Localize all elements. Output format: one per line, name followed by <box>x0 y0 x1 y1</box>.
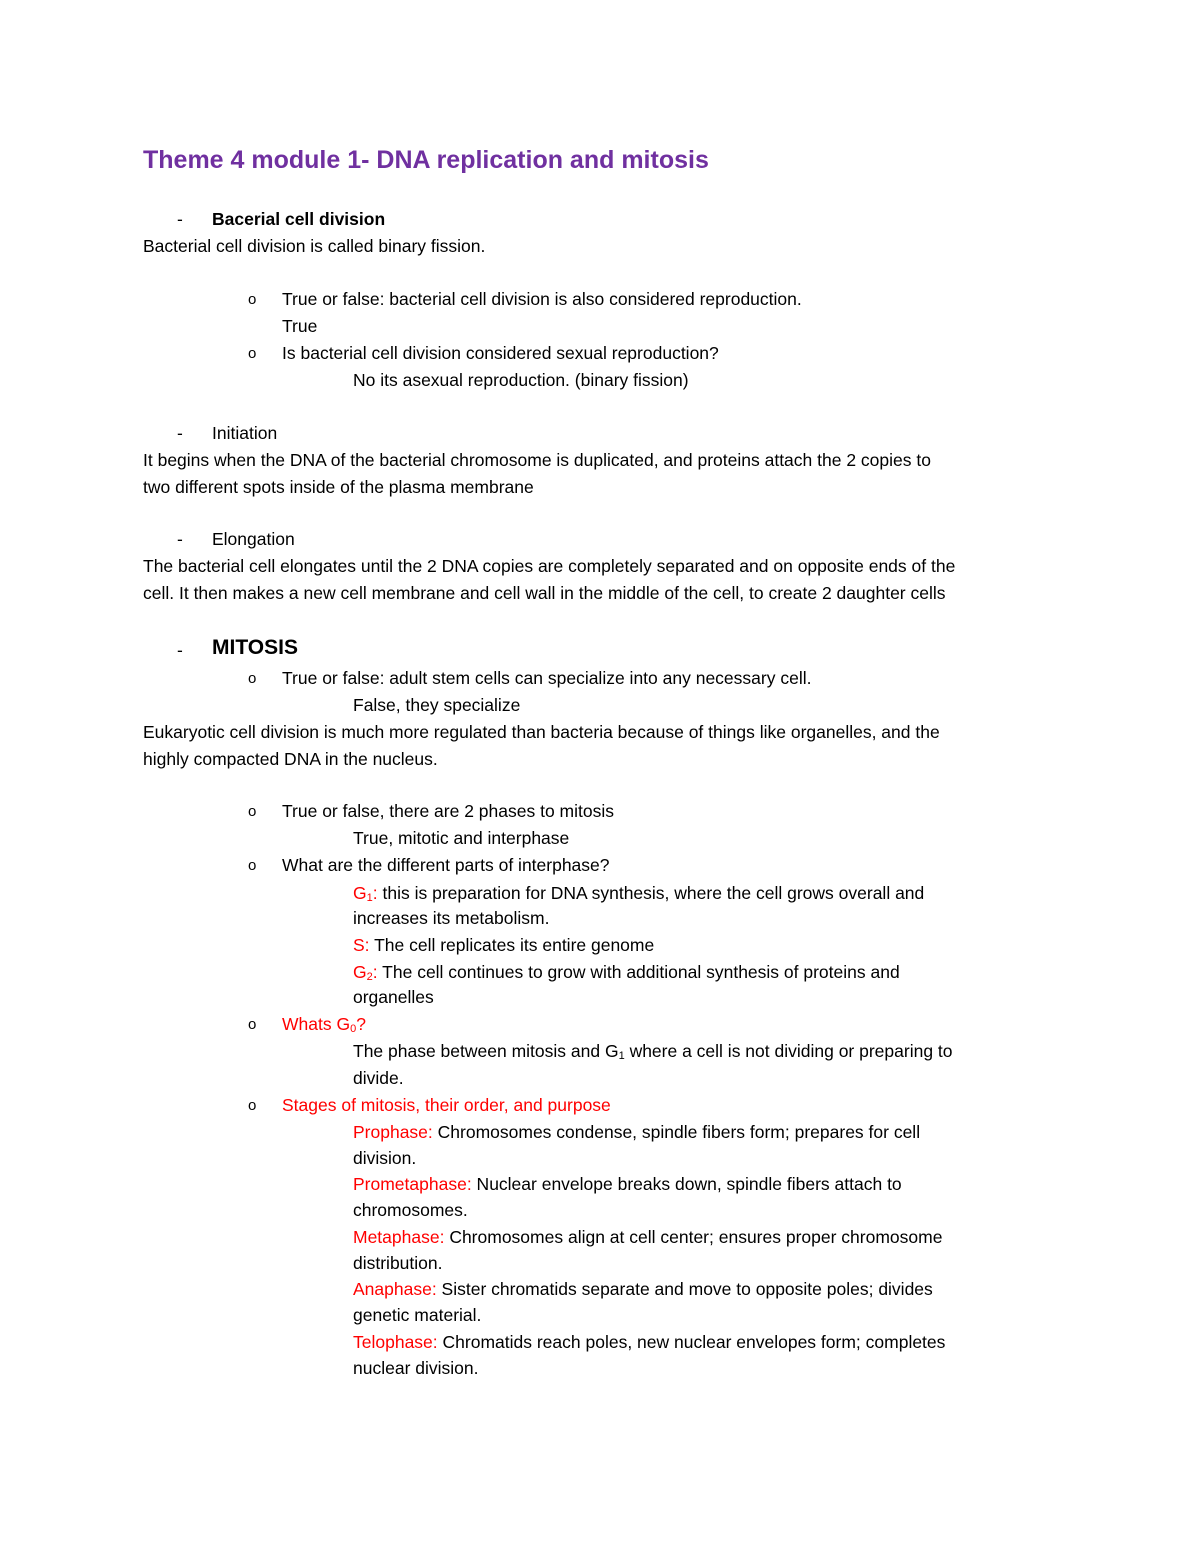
g0-label: Whats G <box>282 1014 351 1034</box>
answer: True, mitotic and interphase <box>353 828 570 848</box>
answer-g0 <box>353 1040 953 1062</box>
question: True or false: adult stem cells can specialize into any necessary cell. <box>282 668 812 688</box>
question-g0 <box>282 1013 366 1035</box>
interphase-g2-cont: organelles <box>353 987 434 1007</box>
stage-metaphase <box>353 1226 942 1248</box>
stage-label: Anaphase: <box>353 1279 437 1299</box>
stage-label: Prophase: <box>353 1122 433 1142</box>
stage-telophase-cont: nuclear division. <box>353 1358 479 1378</box>
question-stages: Stages of mitosis, their order, and purpose <box>282 1095 611 1115</box>
stage-metaphase-cont: distribution. <box>353 1253 443 1273</box>
g1-subscript: 1 <box>366 892 373 904</box>
stage-label: Telophase: <box>353 1332 438 1352</box>
g2-text: The cell continues to grow with additional synthesis of proteins and <box>377 962 900 982</box>
g0-answer-subscript: 1 <box>618 1050 625 1062</box>
bullet-marker: o <box>248 803 257 820</box>
section-heading-initiation: Initiation <box>212 423 278 443</box>
g0-subscript: 0 <box>350 1023 357 1035</box>
question: True or false, there are 2 phases to mitosis <box>282 801 615 821</box>
paragraph: Bacterial cell division is called binary fission. <box>143 236 486 256</box>
interphase-g2 <box>353 961 900 983</box>
interphase-s <box>353 934 654 956</box>
bullet-marker: o <box>248 345 257 362</box>
stage-anaphase-cont: genetic material. <box>353 1305 482 1325</box>
answer: False, they specialize <box>353 695 521 715</box>
stage-label: Prometaphase: <box>353 1174 472 1194</box>
stage-text: Chromosomes align at cell center; ensures proper chromosome <box>444 1227 943 1247</box>
question: Is bacterial cell division considered sexual reproduction? <box>282 343 719 363</box>
g0-answer-b: where a cell is not dividing or preparing to <box>624 1041 953 1061</box>
g1-label-text: G <box>353 883 367 903</box>
answer: True <box>282 316 318 336</box>
stage-prophase-cont: division. <box>353 1148 417 1168</box>
stage-prometaphase <box>353 1173 902 1195</box>
stage-text: Sister chromatids separate and move to opposite poles; divides <box>436 1279 933 1299</box>
dash-marker: - <box>177 209 183 229</box>
section-heading-mitosis: MITOSIS <box>212 636 298 659</box>
bullet-marker: o <box>248 291 257 308</box>
g0-answer-a: The phase between mitosis and G <box>353 1041 619 1061</box>
dash-marker: - <box>177 423 183 443</box>
interphase-g1-cont: increases its metabolism. <box>353 908 550 928</box>
g2-label <box>353 962 378 982</box>
section-heading-elongation: Elongation <box>212 529 295 549</box>
s-label: S: <box>353 935 370 955</box>
question: What are the different parts of interphase? <box>282 855 610 875</box>
paragraph: Eukaryotic cell division is much more regulated than bacteria because of things like organelles, and the <box>143 722 940 742</box>
paragraph: It begins when the DNA of the bacterial chromosome is duplicated, and proteins attach the 2 copies to <box>143 450 931 470</box>
dash-marker: - <box>177 640 183 660</box>
paragraph: highly compacted DNA in the nucleus. <box>143 749 438 769</box>
section-heading-bacterial: Bacerial cell division <box>212 209 386 229</box>
stage-prometaphase-cont: chromosomes. <box>353 1200 468 1220</box>
bullet-marker: o <box>248 1097 257 1114</box>
answer-g0-cont: divide. <box>353 1068 404 1088</box>
stage-label: Metaphase: <box>353 1227 445 1247</box>
g2-colon: : <box>372 962 378 982</box>
paragraph: The bacterial cell elongates until the 2 DNA copies are completely separated and on opposite ends of the <box>143 556 956 576</box>
dash-marker: - <box>177 529 183 549</box>
question: True or false: bacterial cell division is also considered reproduction. <box>282 289 802 309</box>
g1-colon: : <box>372 883 378 903</box>
g1-text: this is preparation for DNA synthesis, where the cell grows overall and <box>377 883 925 903</box>
interphase-g1 <box>353 882 924 904</box>
g2-label-text: G <box>353 962 367 982</box>
paragraph: cell. It then makes a new cell membrane and cell wall in the middle of the cell, to create 2 daughter cells <box>143 583 946 603</box>
stage-text: Chromosomes condense, spindle fibers form; prepares for cell <box>432 1122 921 1142</box>
page-title: Theme 4 module 1- DNA replication and mitosis <box>143 146 709 174</box>
g0-end: ? <box>356 1014 366 1034</box>
stage-text: Chromatids reach poles, new nuclear envelopes form; completes <box>437 1332 946 1352</box>
s-text: The cell replicates its entire genome <box>369 935 655 955</box>
bullet-marker: o <box>248 857 257 874</box>
answer: No its asexual reproduction. (binary fission) <box>353 370 689 390</box>
g2-subscript: 2 <box>366 971 373 983</box>
paragraph: two different spots inside of the plasma membrane <box>143 477 534 497</box>
stage-anaphase <box>353 1278 933 1300</box>
stage-telophase <box>353 1331 945 1353</box>
bullet-marker: o <box>248 1016 257 1033</box>
stage-prophase <box>353 1121 920 1143</box>
bullet-marker: o <box>248 670 257 687</box>
stage-text: Nuclear envelope breaks down, spindle fibers attach to <box>471 1174 902 1194</box>
g1-label <box>353 883 378 903</box>
